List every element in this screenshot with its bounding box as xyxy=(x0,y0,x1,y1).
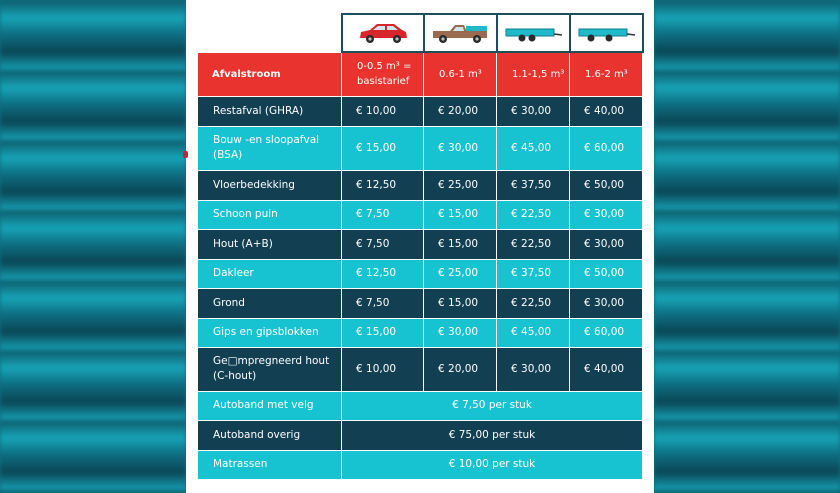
price-cell: € 30,00 xyxy=(424,126,497,170)
price-cell: € 37,50 xyxy=(497,170,570,200)
pickup-truck-icon xyxy=(430,21,490,45)
header-volume-4: 1.6-2 m³ xyxy=(570,52,643,96)
price-cell: € 25,00 xyxy=(424,170,497,200)
price-cell: € 15,00 xyxy=(342,126,424,170)
price-cell: € 12,50 xyxy=(342,259,424,288)
waste-type: Grond xyxy=(198,288,342,318)
price-cell: € 50,00 xyxy=(570,259,643,288)
table-row xyxy=(198,450,643,479)
flat-price-cell: € 10,00 per stuk xyxy=(342,450,643,479)
header-volume-1 xyxy=(342,52,424,96)
price-cell: € 50,00 xyxy=(570,170,643,200)
price-cell: € 22,50 xyxy=(497,229,570,259)
table-row xyxy=(198,200,643,229)
price-cell: € 7,50 xyxy=(342,200,424,229)
trailer-icon xyxy=(502,21,564,45)
edge-marker xyxy=(183,151,188,158)
price-cell: € 10,00 xyxy=(342,96,424,126)
price-cell: € 22,50 xyxy=(497,288,570,318)
small-trailer-cell xyxy=(570,14,643,52)
price-cell: € 45,00 xyxy=(497,318,570,347)
waste-type: Hout (A+B) xyxy=(198,229,342,259)
table-row xyxy=(198,126,643,170)
price-cell: € 20,00 xyxy=(424,96,497,126)
waste-type-line2: (BSA) xyxy=(213,149,243,161)
waste-type xyxy=(198,126,342,170)
trailer-cell xyxy=(497,14,570,52)
price-cell: € 60,00 xyxy=(570,126,643,170)
price-cell: € 7,50 xyxy=(342,288,424,318)
waste-type-line1: Ge□mpregneerd hout xyxy=(213,355,330,367)
price-cell: € 30,00 xyxy=(570,288,643,318)
waste-type: Restafval (GHRA) xyxy=(198,96,342,126)
price-cell: € 60,00 xyxy=(570,318,643,347)
car-cell xyxy=(342,14,424,52)
table-row xyxy=(198,288,643,318)
background-right xyxy=(654,0,840,493)
waste-type: Matrassen xyxy=(198,450,342,479)
price-cell: € 7,50 xyxy=(342,229,424,259)
price-cell: € 22,50 xyxy=(497,200,570,229)
waste-type-line1: Bouw -en sloopafval xyxy=(213,134,320,146)
table-row xyxy=(198,170,643,200)
corner-cell xyxy=(198,14,342,52)
vehicle-icon-row xyxy=(198,14,643,52)
price-cell: € 15,00 xyxy=(424,200,497,229)
price-cell: € 25,00 xyxy=(424,259,497,288)
header-volume-3: 1.1-1,5 m³ xyxy=(497,52,570,96)
price-cell: € 40,00 xyxy=(570,347,643,391)
tariff-table xyxy=(197,13,644,480)
table-row xyxy=(198,420,643,450)
flat-price-cell: € 7,50 per stuk xyxy=(342,391,643,420)
waste-type: Gips en gipsblokken xyxy=(198,318,342,347)
price-cell: € 30,00 xyxy=(570,200,643,229)
table-row xyxy=(198,347,643,391)
flat-price-cell: € 75,00 per stuk xyxy=(342,420,643,450)
header-row xyxy=(198,52,643,96)
waste-type xyxy=(198,347,342,391)
table-row xyxy=(198,391,643,420)
price-cell: € 40,00 xyxy=(570,96,643,126)
price-cell: € 30,00 xyxy=(424,318,497,347)
waste-type: Dakleer xyxy=(198,259,342,288)
waste-type-line2: (C-hout) xyxy=(213,370,257,382)
price-cell: € 15,00 xyxy=(424,229,497,259)
table-row xyxy=(198,229,643,259)
price-cell: € 45,00 xyxy=(497,126,570,170)
price-cell: € 15,00 xyxy=(424,288,497,318)
background-left xyxy=(0,0,186,493)
waste-type: Vloerbedekking xyxy=(198,170,342,200)
price-cell: € 15,00 xyxy=(342,318,424,347)
table-row xyxy=(198,318,643,347)
table-row xyxy=(198,96,643,126)
waste-type: Autoband overig xyxy=(198,420,342,450)
pickup-cell xyxy=(424,14,497,52)
small-trailer-icon xyxy=(575,21,637,45)
header-volume-1-line2: basistarief xyxy=(357,76,410,88)
price-cell: € 12,50 xyxy=(342,170,424,200)
car-icon xyxy=(356,21,410,45)
price-cell: € 30,00 xyxy=(497,347,570,391)
price-cell: € 10,00 xyxy=(342,347,424,391)
header-waste-stream: Afvalstroom xyxy=(198,52,342,96)
header-volume-2: 0.6-1 m³ xyxy=(424,52,497,96)
price-cell: € 30,00 xyxy=(570,229,643,259)
waste-type: Autoband met velg xyxy=(198,391,342,420)
price-cell: € 20,00 xyxy=(424,347,497,391)
table-row xyxy=(198,259,643,288)
waste-type: Schoon puin xyxy=(198,200,342,229)
price-cell: € 37,50 xyxy=(497,259,570,288)
price-cell: € 30,00 xyxy=(497,96,570,126)
header-volume-1-line1: 0-0.5 m³ = xyxy=(357,61,412,73)
